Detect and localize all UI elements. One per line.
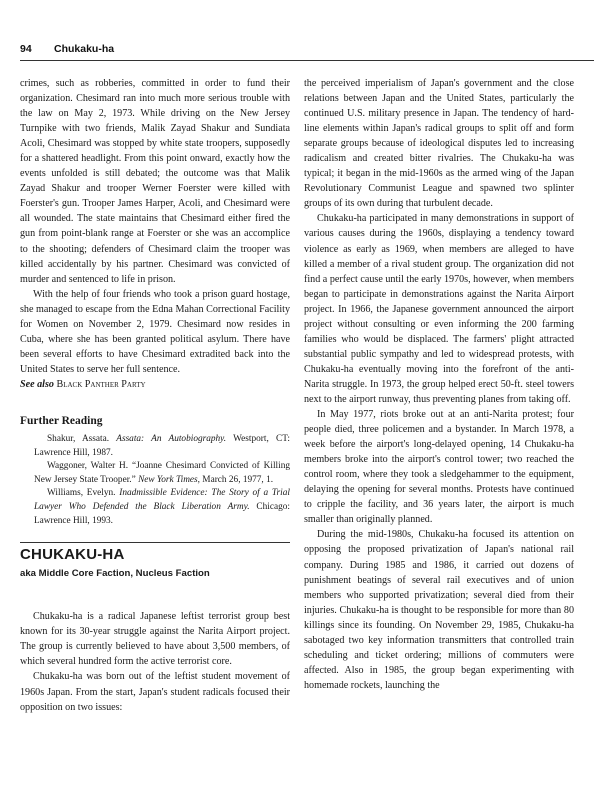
body-paragraph: Chukaku-ha is a radical Japanese leftist terrorist group best known for its 30-year struggle against the Narita Airport project. The group is currently believed to have about 3,500 members, of which several hundred form the active terrorist core. [20,611,290,668]
header-rule [20,60,594,61]
running-title: Chukaku-ha [54,43,115,55]
entry-divider [20,542,290,543]
body-paragraph: Chukaku-ha participated in many demonstrations in support of various causes during the 1960s, displaying a tendency toward violence as early as 1969, when members are alleged to have killed a member of a rival student group. The organization did not find a perfect cause until the early 1970s, however, when members began to participate in demonstrations against the Narita Airport project. In 1966, the Japanese government announced the airport project without consulting or even informing the 200 farming families who would be displaced. The farmers' plight attracted substantial public sympathy and led to widespread protests, with Chukaku-ha eventually moving into the forefront of the anti-Narita struggle. In 1973, the group helped erect 50-ft. steel towers next to the airport runway, thus preventing planes from taking off. [304,213,574,405]
reference-publication: March 26, 1977, 1. [199,474,274,485]
body-paragraph: With the help of four friends who took a prison guard hostage, she managed to escape from the Edna Mahan Correctional Facility for Women on November 2, 1979. Chesimard now resides in Cuba, where she has been granted political asylum. There have been several efforts to have Chesimard extradited back into the United States to serve her full sentence. [20,288,290,375]
reference-title: New York Times, [138,474,200,485]
reference-title: Assata: An Autobiography. [116,434,227,445]
reference-publication: Chicago: Lawrence Hill, 1993. [34,502,290,526]
reference-publication: Westport, CT: Lawrence Hill, 1987. [34,434,290,458]
see-also-label: See also [20,378,54,390]
reference-entry [20,433,290,460]
body-paragraph: Chukaku-ha was born out of the leftist student movement of 1960s Japan. From the start, Japan's student radicals focused their opposition on two issues: [20,671,290,713]
page-number: 94 [20,43,32,55]
entry-title: CHUKAKU-HA [20,546,125,564]
reference-entry [20,487,290,528]
reference-author: Waggoner, Walter H. “Joanne Chesimard Convicted of Killing New Jersey State Trooper.” [34,461,290,485]
body-paragraph: During the mid-1980s, Chukaku-ha focused its attention on opposing the proposed privatization of Japan's national rail company. During 1985 and 1986, it carried out dozens of punishment beatings of several rail executives and of union members who supported privatization; several died from their injuries. Chukaku-ha is thought to be responsible for more than 80 killings since its founding. On November 29, 1985, Chukaku-ha sabotaged two key information transmitters that controlled train scheduling and ticket ordering; millions of commuters were affected. Also in 1985, the group began experimenting with homemade rockets, launching the [304,529,574,691]
body-paragraph: crimes, such as robberies, committed in order to fund their organization. Chesimard ran into much more serious trouble with the law on May 2, 1973. While driving on the New Jersey Turnpike with two friends, Malik Zayad Shakur and Sundiata Acoli, Chesimard was stopped by white state troopers, supposedly for a shattered headlight. From this point onward, exactly how the events unfolded is still debated; the outcome was that Malik Zayad Shakur and trooper Werner Foerster were killed with Foerster's gun. Trooper James Harper, Acoli, and Chesimard were all wounded. The state maintains that Chesimard either fired the gun from point-blank range at Foerster or she was an accomplice to the shooting; defenders of Chesimard claim the trooper was killed accidentally by his partner. Chesimard was convicted of murder and sentenced to life in prison. [20,78,290,285]
reference-title: Inadmissible Evidence: The Story of a Trial Lawyer Who Defended the Black Liberation Army. [34,488,290,512]
body-paragraph: In May 1977, riots broke out at an anti-Narita protest; four people died, three policemen and a bystander. In March 1978, a week before the airport's long-delayed opening, 14 Chukaku-ha members broke into the airport's control tower; two reached the control room, where they took a sledgehammer to the equipment, delaying the opening for several months. Protests have continued to cripple the facility, and 36 years later, the airport is much smaller than originally planned. [304,409,574,526]
body-paragraph: the perceived imperialism of Japan's government and the close relations between Japan and the United States, particularly the continued U.S. military presence in Japan. The tendency of hard-line elements within Japan's radical groups to split off and form separate groups because of ideological disputes led to increasing radicalism and created bitter rivalries. The Chukaku-ha was typical; it began in the mid-1960s as the armed wing of the Japan Revolutionary Communist League and spawned two splinter groups of its own during that turbulent decade. [304,78,574,210]
entry-aka: aka Middle Core Faction, Nucleus Faction [20,568,210,580]
running-header [20,43,594,55]
further-reading-heading: Further Reading [20,414,103,427]
left-column [20,76,290,715]
right-column [304,76,574,693]
reference-entry [20,460,290,487]
reference-author: Williams, Evelyn. [47,488,120,499]
see-also-reference: Black Panther Party [56,378,146,390]
reference-author: Shakur, Assata. [47,434,117,445]
see-also [20,377,290,392]
